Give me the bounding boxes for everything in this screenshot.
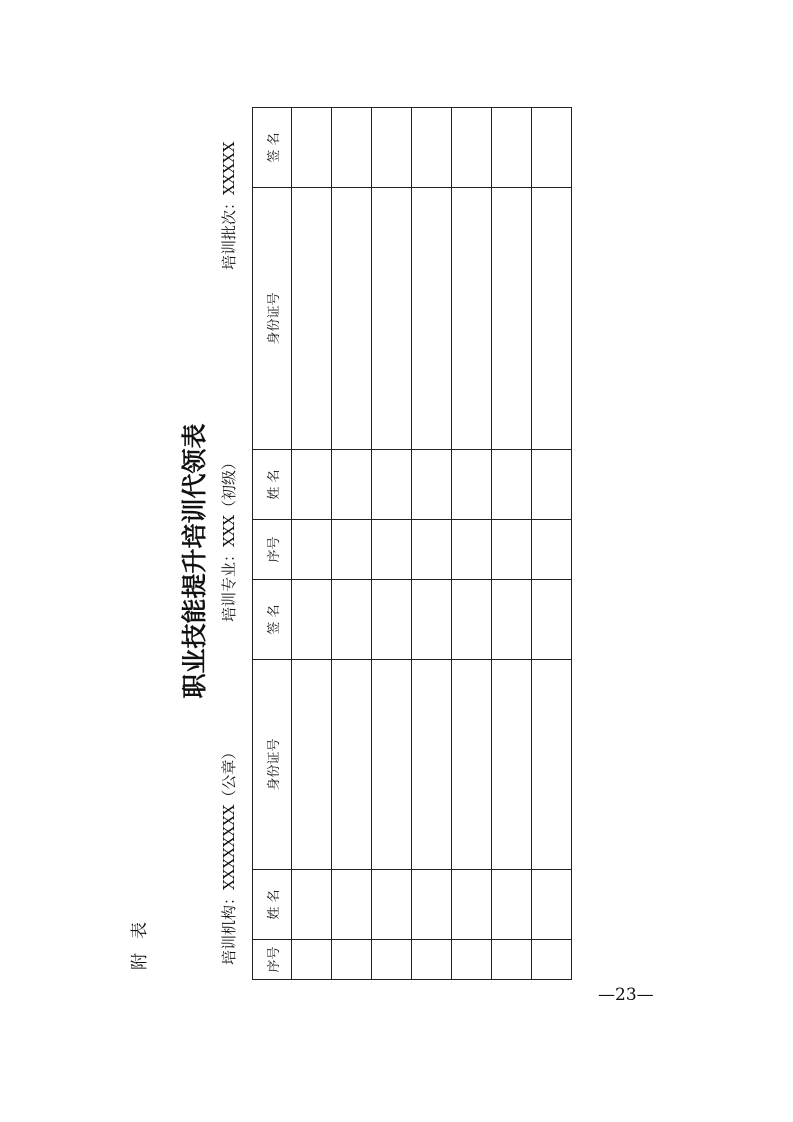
table-cell bbox=[292, 108, 332, 188]
table-cell bbox=[532, 188, 572, 450]
table-cell bbox=[372, 188, 412, 450]
table-cell bbox=[412, 870, 452, 940]
table-cell bbox=[412, 188, 452, 450]
table-cell bbox=[332, 870, 372, 940]
roster-table bbox=[252, 107, 572, 980]
table-cell bbox=[372, 520, 412, 580]
table-row bbox=[412, 108, 452, 980]
roster-body bbox=[292, 108, 572, 980]
table-cell bbox=[332, 520, 372, 580]
table-cell bbox=[532, 660, 572, 870]
table-cell bbox=[452, 660, 492, 870]
table-cell bbox=[292, 940, 332, 980]
table-cell bbox=[492, 188, 532, 450]
table-cell bbox=[412, 580, 452, 660]
table-cell bbox=[412, 450, 452, 520]
table-cell bbox=[372, 108, 412, 188]
table-cell bbox=[492, 520, 532, 580]
table-cell bbox=[492, 870, 532, 940]
table-cell bbox=[372, 580, 412, 660]
table-cell bbox=[372, 450, 412, 520]
table-cell bbox=[412, 940, 452, 980]
table-cell bbox=[292, 520, 332, 580]
header-id-number: 身份证号 bbox=[253, 188, 292, 450]
form-title: 职业技能提升培训代领表 bbox=[180, 423, 209, 699]
table-cell bbox=[332, 660, 372, 870]
table-cell bbox=[372, 870, 412, 940]
table-row bbox=[332, 108, 372, 980]
page-number: —23— bbox=[598, 985, 654, 1005]
table-cell bbox=[532, 450, 572, 520]
header-name: 姓 名 bbox=[253, 870, 292, 940]
table-row bbox=[372, 108, 412, 980]
table-cell bbox=[492, 660, 532, 870]
table-cell bbox=[492, 450, 532, 520]
table-cell bbox=[372, 660, 412, 870]
table-cell bbox=[452, 580, 492, 660]
header-signature: 签 名 bbox=[253, 108, 292, 188]
table-cell bbox=[452, 108, 492, 188]
table-cell bbox=[532, 520, 572, 580]
header-index: 序号 bbox=[253, 520, 292, 580]
table-cell bbox=[292, 660, 332, 870]
table-row bbox=[532, 108, 572, 980]
table-cell bbox=[292, 450, 332, 520]
table-cell bbox=[452, 450, 492, 520]
table-cell bbox=[452, 188, 492, 450]
table-cell bbox=[452, 520, 492, 580]
table-row bbox=[292, 108, 332, 980]
table-cell bbox=[292, 580, 332, 660]
table-row bbox=[492, 108, 532, 980]
table-cell bbox=[532, 108, 572, 188]
table-cell bbox=[492, 580, 532, 660]
table-cell bbox=[292, 870, 332, 940]
table-header-row bbox=[253, 108, 292, 980]
table-cell bbox=[372, 940, 412, 980]
header-index: 序号 bbox=[253, 940, 292, 980]
training-organization: 培训机构：XXXXXXXX（公章） bbox=[220, 744, 238, 965]
table-cell bbox=[412, 108, 452, 188]
attachment-label: 附表 bbox=[130, 908, 150, 970]
table-cell bbox=[412, 660, 452, 870]
table-cell bbox=[452, 940, 492, 980]
table-cell bbox=[492, 940, 532, 980]
table-cell bbox=[452, 870, 492, 940]
table-cell bbox=[332, 450, 372, 520]
table-cell bbox=[492, 108, 532, 188]
header-name: 姓 名 bbox=[253, 450, 292, 520]
training-major: 培训专业：XXX（初级） bbox=[220, 454, 238, 622]
table-row bbox=[452, 108, 492, 980]
table-cell bbox=[532, 870, 572, 940]
table-cell bbox=[332, 940, 372, 980]
training-batch: 培训批次：XXXXX bbox=[220, 141, 238, 270]
table-cell bbox=[292, 188, 332, 450]
table-cell bbox=[332, 580, 372, 660]
header-id-number: 身份证号 bbox=[253, 660, 292, 870]
table-cell bbox=[532, 580, 572, 660]
table-cell bbox=[332, 108, 372, 188]
header-signature: 签 名 bbox=[253, 580, 292, 660]
table-cell bbox=[332, 188, 372, 450]
table-cell bbox=[412, 520, 452, 580]
table-cell bbox=[532, 940, 572, 980]
